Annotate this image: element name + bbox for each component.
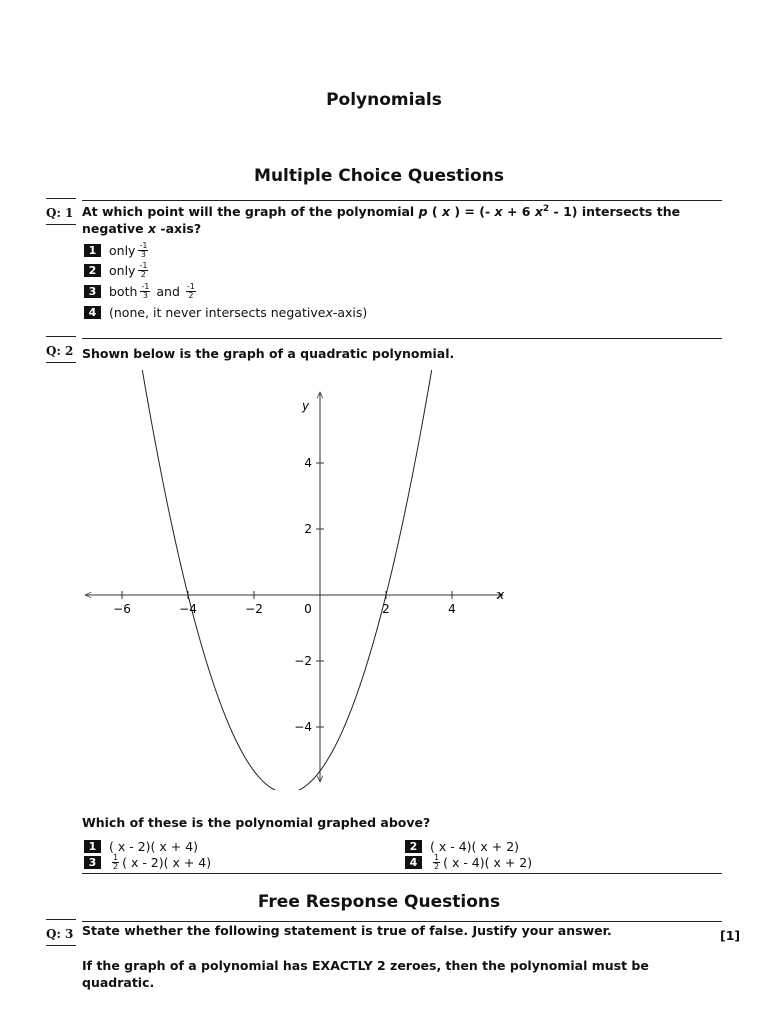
q1-text: At which point will the graph of the polynomial p ( x ) = (- x + 6 $x^2 - 1$) intersects the negative x -axis?	[82, 204, 681, 237]
fraction: $\frac{-1}{2}$	[186, 281, 195, 300]
q3-marks: [1]	[720, 928, 741, 943]
section-heading-mcq: Multiple Choice Questions	[254, 166, 504, 186]
x-tick-label: −6	[113, 602, 131, 616]
q2-option-4[interactable]: 4 $\frac{1}{2}$ ( x - 4)( x + 2)	[405, 853, 532, 871]
option-number-badge: 3	[84, 856, 101, 869]
option-number-badge: 2	[405, 840, 422, 853]
q2-label-top-rule	[46, 336, 76, 337]
q1-label-bottom-rule	[46, 224, 76, 225]
fraction-half: $\frac{1}{2}$	[113, 852, 119, 871]
fraction-half: $\frac{1}{2}$	[434, 852, 440, 871]
q1-option-1[interactable]: 1 only $\frac{-1}{3}$	[84, 241, 151, 259]
q1-label-top-rule	[46, 198, 76, 199]
q3-label: Q: 3	[46, 927, 74, 941]
q2-text-top-rule	[82, 338, 722, 339]
option-number-badge: 4	[84, 306, 101, 319]
option-number-badge: 4	[405, 856, 422, 869]
q1-label: Q: 1	[46, 206, 74, 220]
q2-text: Shown below is the graph of a quadratic polynomial.	[82, 346, 455, 361]
x-tick-label: −2	[245, 602, 263, 616]
y-tick-label: 2	[304, 522, 312, 536]
fraction: $\frac{-1}{2}$	[139, 260, 148, 279]
option-number-badge: 1	[84, 840, 101, 853]
q3-statement: If the graph of a polynomial has EXACTLY 2 zeroes, then the polynomial must be quadratic.	[82, 958, 649, 990]
q3-label-top-rule	[46, 919, 76, 920]
q1-option-4[interactable]: 4 (none, it never intersects negative x -axis)	[84, 303, 367, 321]
page-title: Polynomials	[326, 90, 442, 110]
q3-text: State whether the following statement is true of false. Justify your answer.	[82, 923, 612, 938]
y-tick-label: −4	[294, 720, 312, 734]
parabola-graph	[0, 370, 768, 790]
q1-option-3[interactable]: 3 both $\frac{-1}{3}$ and $\frac{-1}{2}$	[84, 282, 199, 300]
q2-option-1[interactable]: 1 ( x - 2)( x + 4)	[84, 837, 198, 855]
x-tick-label: −4	[179, 602, 197, 616]
fraction: $\frac{-1}{3}$	[141, 281, 150, 300]
q2-option-2[interactable]: 2 ( x - 4)( x + 2)	[405, 837, 519, 855]
q3-label-bottom-rule	[46, 945, 76, 946]
fraction: $\frac{-1}{3}$	[139, 240, 148, 259]
q1-option-2[interactable]: 2 only $\frac{-1}{2}$	[84, 261, 151, 279]
section-heading-frq: Free Response Questions	[257, 892, 501, 912]
q2-bottom-rule	[82, 873, 722, 874]
q2-label-bottom-rule	[46, 362, 76, 363]
x-tick-label: 0	[304, 602, 312, 616]
x-tick-label: 2	[382, 602, 390, 616]
option-number-badge: 2	[84, 264, 101, 277]
q2-question: Which of these is the polynomial graphed above?	[82, 815, 431, 830]
x-axis-label: x	[497, 588, 505, 602]
x-tick-label: 4	[448, 602, 456, 616]
y-axis-label: y	[302, 399, 310, 413]
option-number-badge: 3	[84, 285, 101, 298]
option-number-badge: 1	[84, 244, 101, 257]
q2-label: Q: 2	[46, 344, 74, 358]
parabola-series-line	[135, 370, 442, 790]
y-tick-label: −2	[294, 654, 312, 668]
q2-option-3[interactable]: 3 $\frac{1}{2}$ ( x - 2)( x + 4)	[84, 853, 211, 871]
y-tick-label: 4	[304, 456, 312, 470]
